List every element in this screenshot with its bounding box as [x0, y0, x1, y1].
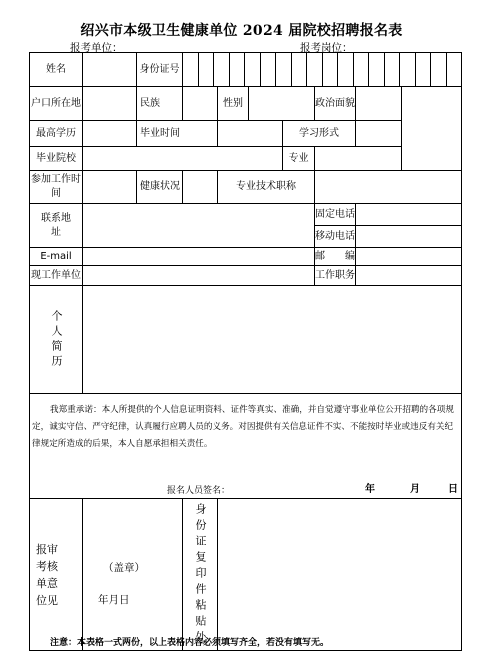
id-label: 身份证号: [137, 53, 183, 87]
signature-label: 报名人员签名：: [167, 485, 231, 496]
address-input[interactable]: [83, 204, 315, 248]
job-input[interactable]: [356, 266, 462, 286]
copy-label: 身份证复印件粘贴处: [194, 503, 207, 647]
id-copy-area[interactable]: [218, 499, 462, 651]
review-opinion[interactable]: [83, 499, 183, 651]
political-label: 政治面貌: [315, 87, 356, 121]
email-label: E-mail: [30, 248, 83, 266]
name-label: 姓名: [30, 53, 83, 87]
stamp-label: （盖章）: [103, 562, 145, 574]
statement-cell: [30, 394, 462, 481]
health-input[interactable]: [183, 171, 218, 204]
gender-label: 性别: [218, 87, 249, 121]
address-label: 联系地址: [30, 204, 83, 248]
post-label: 报考岗位：: [300, 42, 353, 54]
ethnicity-label: 民族: [137, 87, 183, 121]
job-label: 工作职务: [315, 266, 356, 286]
resume-label-text: 个人简历: [50, 309, 63, 370]
title-rank-label: 专业技术职称: [218, 171, 315, 204]
copy-label-cell: [183, 499, 218, 651]
grad-time-input[interactable]: [218, 121, 283, 147]
grad-time-label: 毕业时间: [137, 121, 218, 147]
resume-label: [30, 286, 83, 394]
work-unit-input[interactable]: [83, 266, 315, 286]
footer-note: 注意：本表格一式两份，以上表格内容必须填写齐全，若没有填写无。: [50, 638, 330, 648]
work-start-input[interactable]: [83, 171, 137, 204]
photo-box[interactable]: [402, 87, 462, 171]
name-input[interactable]: [83, 53, 137, 87]
education-label: 最高学历: [30, 121, 83, 147]
signature-input[interactable]: [230, 483, 350, 495]
resume-input[interactable]: [83, 286, 462, 394]
education-input[interactable]: [83, 121, 137, 147]
major-label: 专业: [283, 147, 315, 171]
ethnicity-input[interactable]: [183, 87, 218, 121]
mobile-input[interactable]: [356, 226, 462, 248]
mobile-label: 移动电话: [315, 226, 356, 248]
review-label: 报审考核单意位见: [36, 542, 58, 607]
review-label-cell: [30, 499, 83, 651]
major-input[interactable]: [315, 147, 402, 171]
study-form-input[interactable]: [356, 121, 402, 147]
unit-label: 报考单位：: [70, 42, 123, 54]
health-label: 健康状况: [137, 171, 183, 204]
school-label: 毕业院校: [30, 147, 83, 171]
signature-row: [30, 481, 462, 499]
id-input[interactable]: [183, 53, 462, 87]
postcode-input[interactable]: [356, 248, 462, 266]
school-input[interactable]: [83, 147, 283, 171]
political-input[interactable]: [356, 87, 402, 121]
work-unit-label: 现工作单位: [30, 266, 83, 286]
hukou-label: 户口所在地: [30, 87, 83, 121]
form-title: 绍兴市本级卫生健康单位 2024 届院校招聘报名表: [80, 23, 403, 39]
work-start-label: 参加工作时间: [30, 171, 83, 204]
sign-year: 年: [365, 483, 375, 495]
study-form-label: 学习形式: [283, 121, 356, 147]
id-digit-boxes: [183, 53, 461, 86]
title-rank-input[interactable]: [315, 171, 462, 204]
postcode-label: 邮 编: [315, 248, 356, 266]
sign-month: 月: [410, 483, 420, 495]
fixed-phone-label: 固定电话: [315, 204, 356, 226]
sign-day: 日: [448, 483, 458, 495]
fixed-phone-input[interactable]: [356, 204, 462, 226]
gender-input[interactable]: [249, 87, 315, 121]
registration-form: [29, 52, 462, 651]
statement-text: 我郑重承诺：本人所提供的个人信息证明资料、证件等真实、准确，并自觉遵守事业单位公开招聘的各项规定，诚实守信、严守纪律，认真履行应聘人员的义务。对因提供有关信息证件不实、不能按时毕业或违反有关纪律规定所造成的后果，本人自愿承担相关责任。: [32, 405, 454, 449]
review-date: 年月日: [98, 594, 130, 606]
email-input[interactable]: [83, 248, 315, 266]
hukou-input[interactable]: [83, 87, 137, 121]
